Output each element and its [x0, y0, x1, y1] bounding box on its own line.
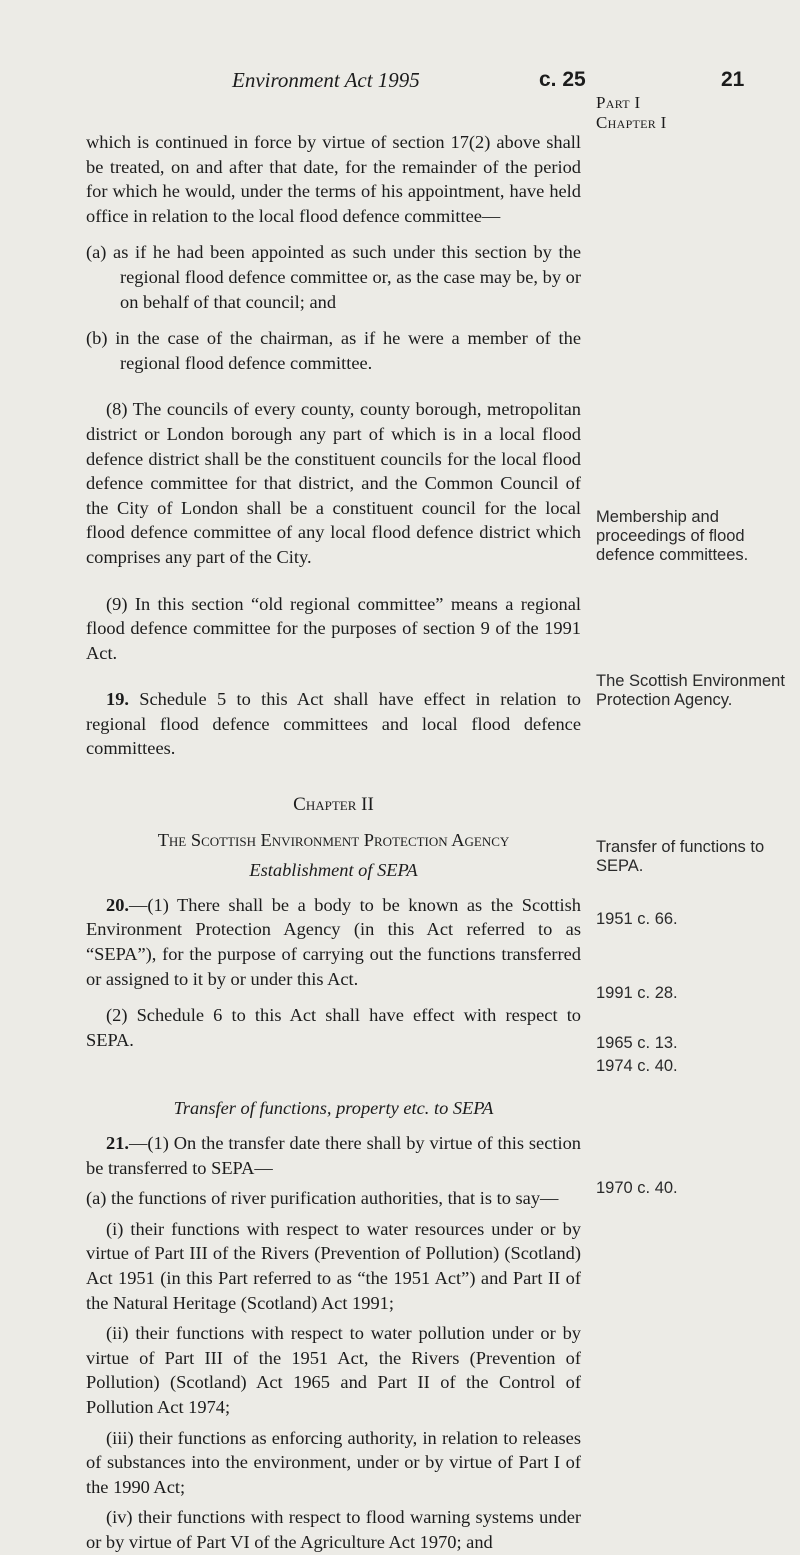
section-19-number: 19. — [106, 689, 129, 710]
paragraph-continuation: which is continued in force by virtue of section 17(2) above shall be treated, on and after that date, for the remainder of the period for which he would, under the terms of his appointment, have held office in relation to the local flood defence committee— — [86, 132, 581, 226]
chapter-heading: Chapter II — [293, 794, 374, 816]
section-20-number: 20. — [106, 894, 129, 915]
subsection-8: (8) The councils of every county, county borough, metropolitan district or London borough any part of which is in a local flood defence district shall be the constituent councils for the local flood defence committee for that district, and the Common Council of the City of London shall be a constituent council for the local flood defence committee of any local flood defence district which comprises any part of the City. — [86, 399, 581, 567]
margin-note-1970: 1970 c. 40. — [596, 1179, 678, 1197]
running-header-title: Environment Act 1995 — [232, 68, 420, 92]
section-19 — [86, 687, 581, 761]
section-21-subitems — [86, 1217, 581, 1555]
margin-note-membership: Membership and proceedings of flood defence committees. — [596, 508, 749, 564]
subitem-iii: (iii) their functions as enforcing authority, in relation to releases of substances into the environment, under or by virtue of Part I of the 1990 Act; — [86, 1427, 581, 1497]
subitem-ii: (ii) their functions with respect to water pollution under or by virtue of Part III of the 1951 Act, the Rivers (Prevention of Pollution) (Scotland) Act 1965 and Part II of the Control of Pollution Act 1974; — [86, 1323, 581, 1417]
chapter-label: Chapter I — [596, 113, 667, 132]
section-19-text: Schedule 5 to this Act shall have effect in relation to regional flood defence committees and local flood defence committees. — [86, 689, 581, 759]
section-21-1 — [86, 1131, 581, 1180]
list-item-a: (a) as if he had been appointed as such under this section by the regional flood defence committee or, as the case may be, by or on behalf of that council; and — [86, 242, 581, 312]
margin-note-1965: 1965 c. 13. — [596, 1034, 678, 1052]
subsection-9: (9) In this section “old regional committee” means a regional flood defence committee for the purposes of section 9 of the 1991 Act. — [86, 593, 581, 663]
section-21-text: —(1) On the transfer date there shall by virtue of this section be transferred to SEPA— — [86, 1133, 581, 1178]
part-heading-sepa: The Scottish Environment Protection Agency — [157, 829, 510, 850]
list-item-b: (b) in the case of the chairman, as if he were a member of the regional flood defence committee. — [86, 328, 581, 373]
section-21-number: 21. — [106, 1133, 129, 1153]
section-20-text: —(1) There shall be a body to be known as the Scottish Environment Protection Agency (in this Act referred to as “SEPA”), for the purpose of carrying out the functions transferred or assigned to it by or under this Act. — [86, 894, 581, 989]
cross-heading-establishment: Establishment of SEPA — [249, 860, 418, 881]
part-label-block — [596, 93, 667, 133]
section-20-1 — [86, 893, 581, 991]
margin-note-sepa: The Scottish Environment Protection Agency. — [596, 672, 785, 709]
subitem-i: (i) their functions with respect to water resources under or by virtue of Part III of the Rivers (Prevention of Pollution) (Scotland) Act 1951 (in this Part referred to as “the 1951 Act”) and Part II of the Natural Heritage (Scotland) Act 1991; — [86, 1218, 581, 1313]
page-number: 21 — [721, 68, 745, 91]
margin-note-1951: 1951 c. 66. — [596, 910, 678, 928]
margin-note-1974: 1974 c. 40. — [596, 1057, 678, 1075]
part-label: Part I — [596, 93, 641, 112]
section-21-item-a: (a) the functions of river purification authorities, that is to say— — [86, 1188, 559, 1209]
margin-note-transfer: Transfer of functions to SEPA. — [596, 838, 765, 875]
margin-note-1991: 1991 c. 28. — [596, 984, 678, 1002]
running-header-chapter: c. 25 — [539, 68, 586, 91]
main-text — [86, 130, 581, 1555]
subitem-iv: (iv) their functions with respect to flood warning systems under or by virtue of Part VI of the Agriculture Act 1970; and — [86, 1507, 581, 1552]
cross-heading-transfer: Transfer of functions, property etc. to SEPA — [173, 1098, 494, 1119]
section-20-2: (2) Schedule 6 to this Act shall have effect with respect to SEPA. — [86, 1005, 581, 1050]
